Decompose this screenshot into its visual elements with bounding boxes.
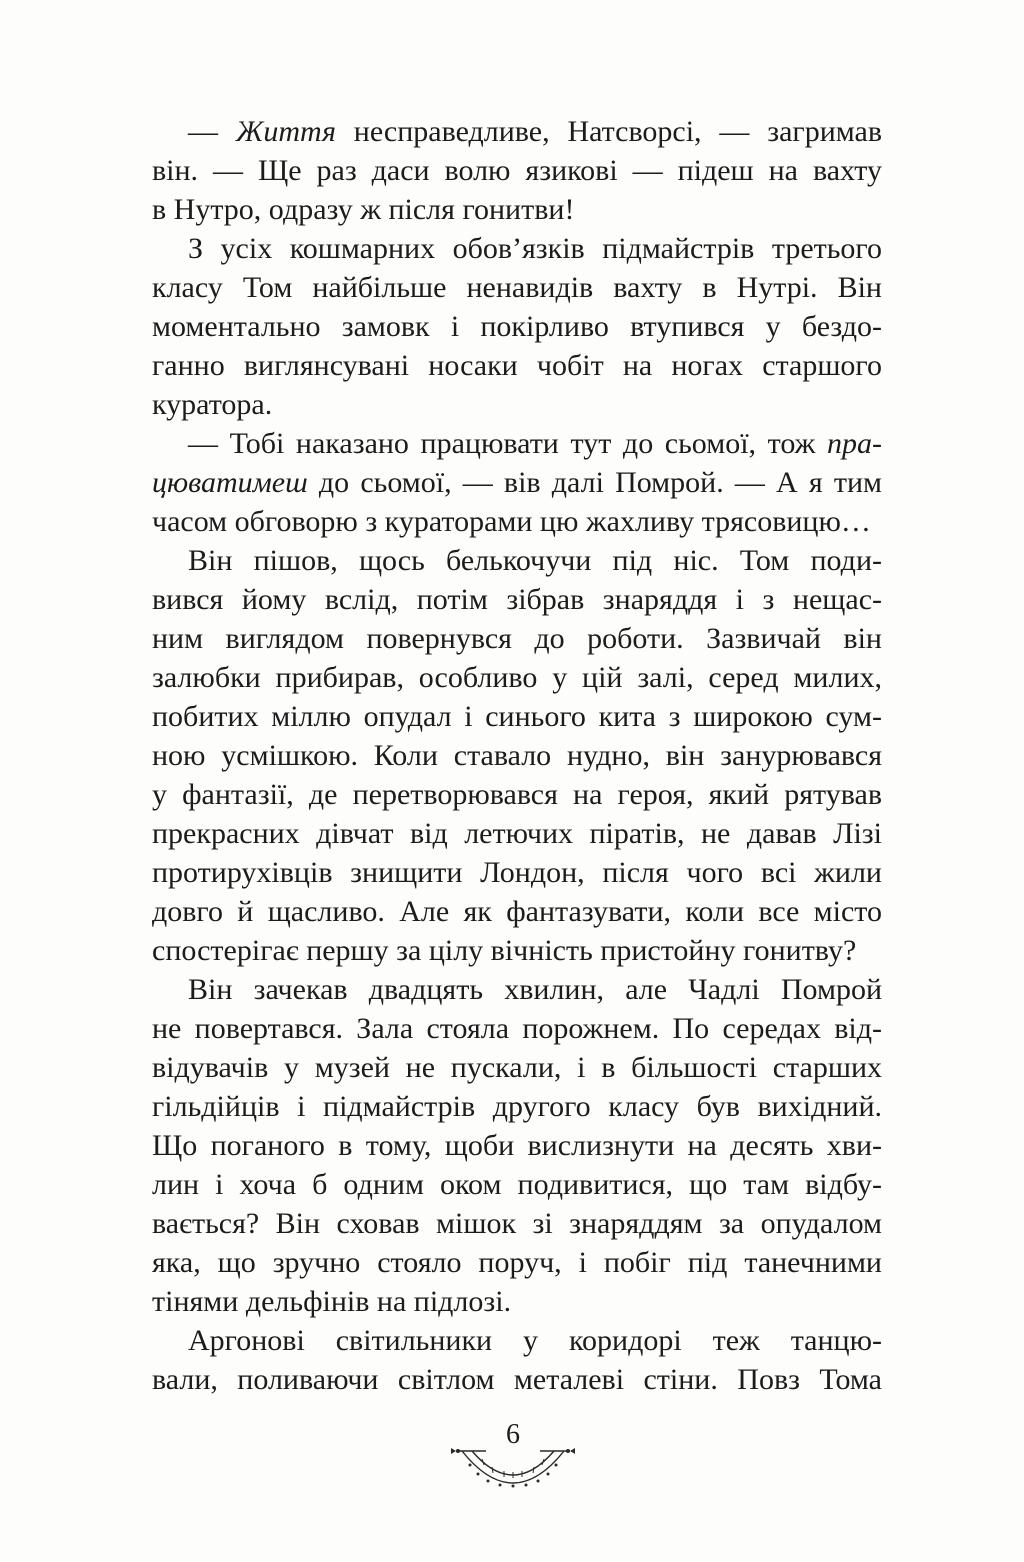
text-line bbox=[152, 580, 882, 619]
text-segment: побитих міллю опудал і синього кита з широкою сум- bbox=[152, 700, 882, 733]
text-segment: вився йому вслід, потім зібрав знаряддя і з нещас- bbox=[152, 583, 882, 616]
text-segment: Він пішов, щось белькочучи під ніс. Том поди- bbox=[188, 544, 882, 577]
text-segment: — bbox=[188, 115, 236, 148]
text-line bbox=[152, 346, 882, 385]
text-segment: в Нутро, одразу ж після гонитви! bbox=[152, 193, 575, 226]
text-line bbox=[152, 892, 882, 931]
text-segment: куратора. bbox=[152, 388, 273, 421]
text-line bbox=[152, 463, 882, 502]
text-line bbox=[152, 307, 882, 346]
text-line bbox=[152, 697, 882, 736]
text-segment: ною усмішкою. Коли ставало нудно, він занурювався bbox=[152, 739, 882, 772]
text-line bbox=[152, 190, 882, 229]
text-segment: довго й щасливо. Але як фантазувати, коли все місто bbox=[152, 895, 882, 928]
text-line bbox=[152, 619, 882, 658]
text-segment: залюбки прибирав, особливо у цій залі, серед милих, bbox=[152, 661, 882, 694]
text-line bbox=[152, 1165, 882, 1204]
text-line bbox=[152, 385, 882, 424]
text-line bbox=[152, 970, 882, 1009]
text-line bbox=[152, 229, 882, 268]
text-segment: у фантазії, де перетворювався на героя, який рятував bbox=[152, 778, 882, 811]
text-line bbox=[152, 1204, 882, 1243]
text-segment: моментально замовк і покірливо втупився у бездо- bbox=[152, 310, 882, 343]
text-segment: лин і хоча б одним оком подивитися, що там відбу- bbox=[152, 1168, 882, 1201]
text-line bbox=[152, 1087, 882, 1126]
body-text bbox=[152, 112, 882, 1399]
text-line bbox=[152, 424, 882, 463]
page-number: 6 bbox=[506, 1419, 520, 1450]
text-segment: відувачів у музей не пускали, і в більшості старших bbox=[152, 1051, 882, 1084]
text-line bbox=[152, 1126, 882, 1165]
text-segment: несправедливе, Натсворсі, — загримав bbox=[335, 115, 883, 148]
text-segment: не повертався. Зала стояла порожнем. По середах від- bbox=[152, 1012, 882, 1045]
text-line bbox=[152, 268, 882, 307]
text-segment: — Тобі наказано працювати тут до сьомої, тож bbox=[188, 427, 827, 460]
italic-text: пра- bbox=[827, 427, 882, 460]
text-segment: прекрасних дівчат від летючих піратів, не давав Лізі bbox=[152, 817, 882, 850]
text-segment: часом обговорю з кураторами цю жахливу трясовицю… bbox=[152, 505, 871, 538]
text-segment: Аргонові світильники у коридорі теж танцю- bbox=[188, 1324, 882, 1357]
italic-text: Життя bbox=[235, 115, 336, 148]
page-footer bbox=[448, 1415, 578, 1495]
text-line bbox=[152, 1048, 882, 1087]
text-line bbox=[152, 1360, 882, 1399]
text-line bbox=[152, 112, 882, 151]
text-line bbox=[152, 1243, 882, 1282]
text-segment: ним виглядом повернувся до роботи. Зазвичай він bbox=[152, 622, 882, 655]
text-line bbox=[152, 541, 882, 580]
text-segment: яка, що зручно стояло поруч, і побіг під танечними bbox=[152, 1246, 882, 1279]
text-line bbox=[152, 814, 882, 853]
text-segment: протирухівців знищити Лондон, після чого всі жили bbox=[152, 856, 882, 889]
text-line bbox=[152, 775, 882, 814]
text-line bbox=[152, 1321, 882, 1360]
text-segment: класу Том найбільше ненавидів вахту в Нутрі. Він bbox=[152, 271, 882, 304]
text-segment: Він зачекав двадцять хвилин, але Чадлі Помрой bbox=[188, 973, 882, 1006]
text-segment: спостерігає першу за цілу вічність пристойну гонитву? bbox=[152, 934, 857, 967]
text-segment: ганно виглянсувані носаки чобіт на ногах старшого bbox=[152, 349, 882, 382]
text-segment: тінями дельфінів на підлозі. bbox=[152, 1285, 512, 1318]
italic-text: цюватимеш bbox=[152, 466, 308, 499]
text-segment: гільдійців і підмайстрів другого класу був вихідний. bbox=[152, 1090, 882, 1123]
text-segment: до сьомої, — вів далі Помрой. — А я тим bbox=[307, 466, 882, 499]
text-segment: вали, поливаючи світлом металеві стіни. Повз Тома bbox=[152, 1363, 882, 1396]
text-line bbox=[152, 853, 882, 892]
text-line bbox=[152, 1009, 882, 1048]
text-segment: він. — Ще раз даси волю язикові — підеш на вахту bbox=[152, 154, 882, 187]
text-line bbox=[152, 1282, 882, 1321]
text-line bbox=[152, 931, 882, 970]
text-segment: З усіх кошмарних обов’язків підмайстрів третього bbox=[188, 232, 882, 265]
text-line bbox=[152, 151, 882, 190]
text-line bbox=[152, 502, 882, 541]
text-line bbox=[152, 736, 882, 775]
text-segment: Що поганого в тому, щоби вислизнути на десять хви- bbox=[152, 1129, 882, 1162]
text-line bbox=[152, 658, 882, 697]
text-segment: вається? Він сховав мішок зі знаряддям за опудалом bbox=[152, 1207, 882, 1240]
